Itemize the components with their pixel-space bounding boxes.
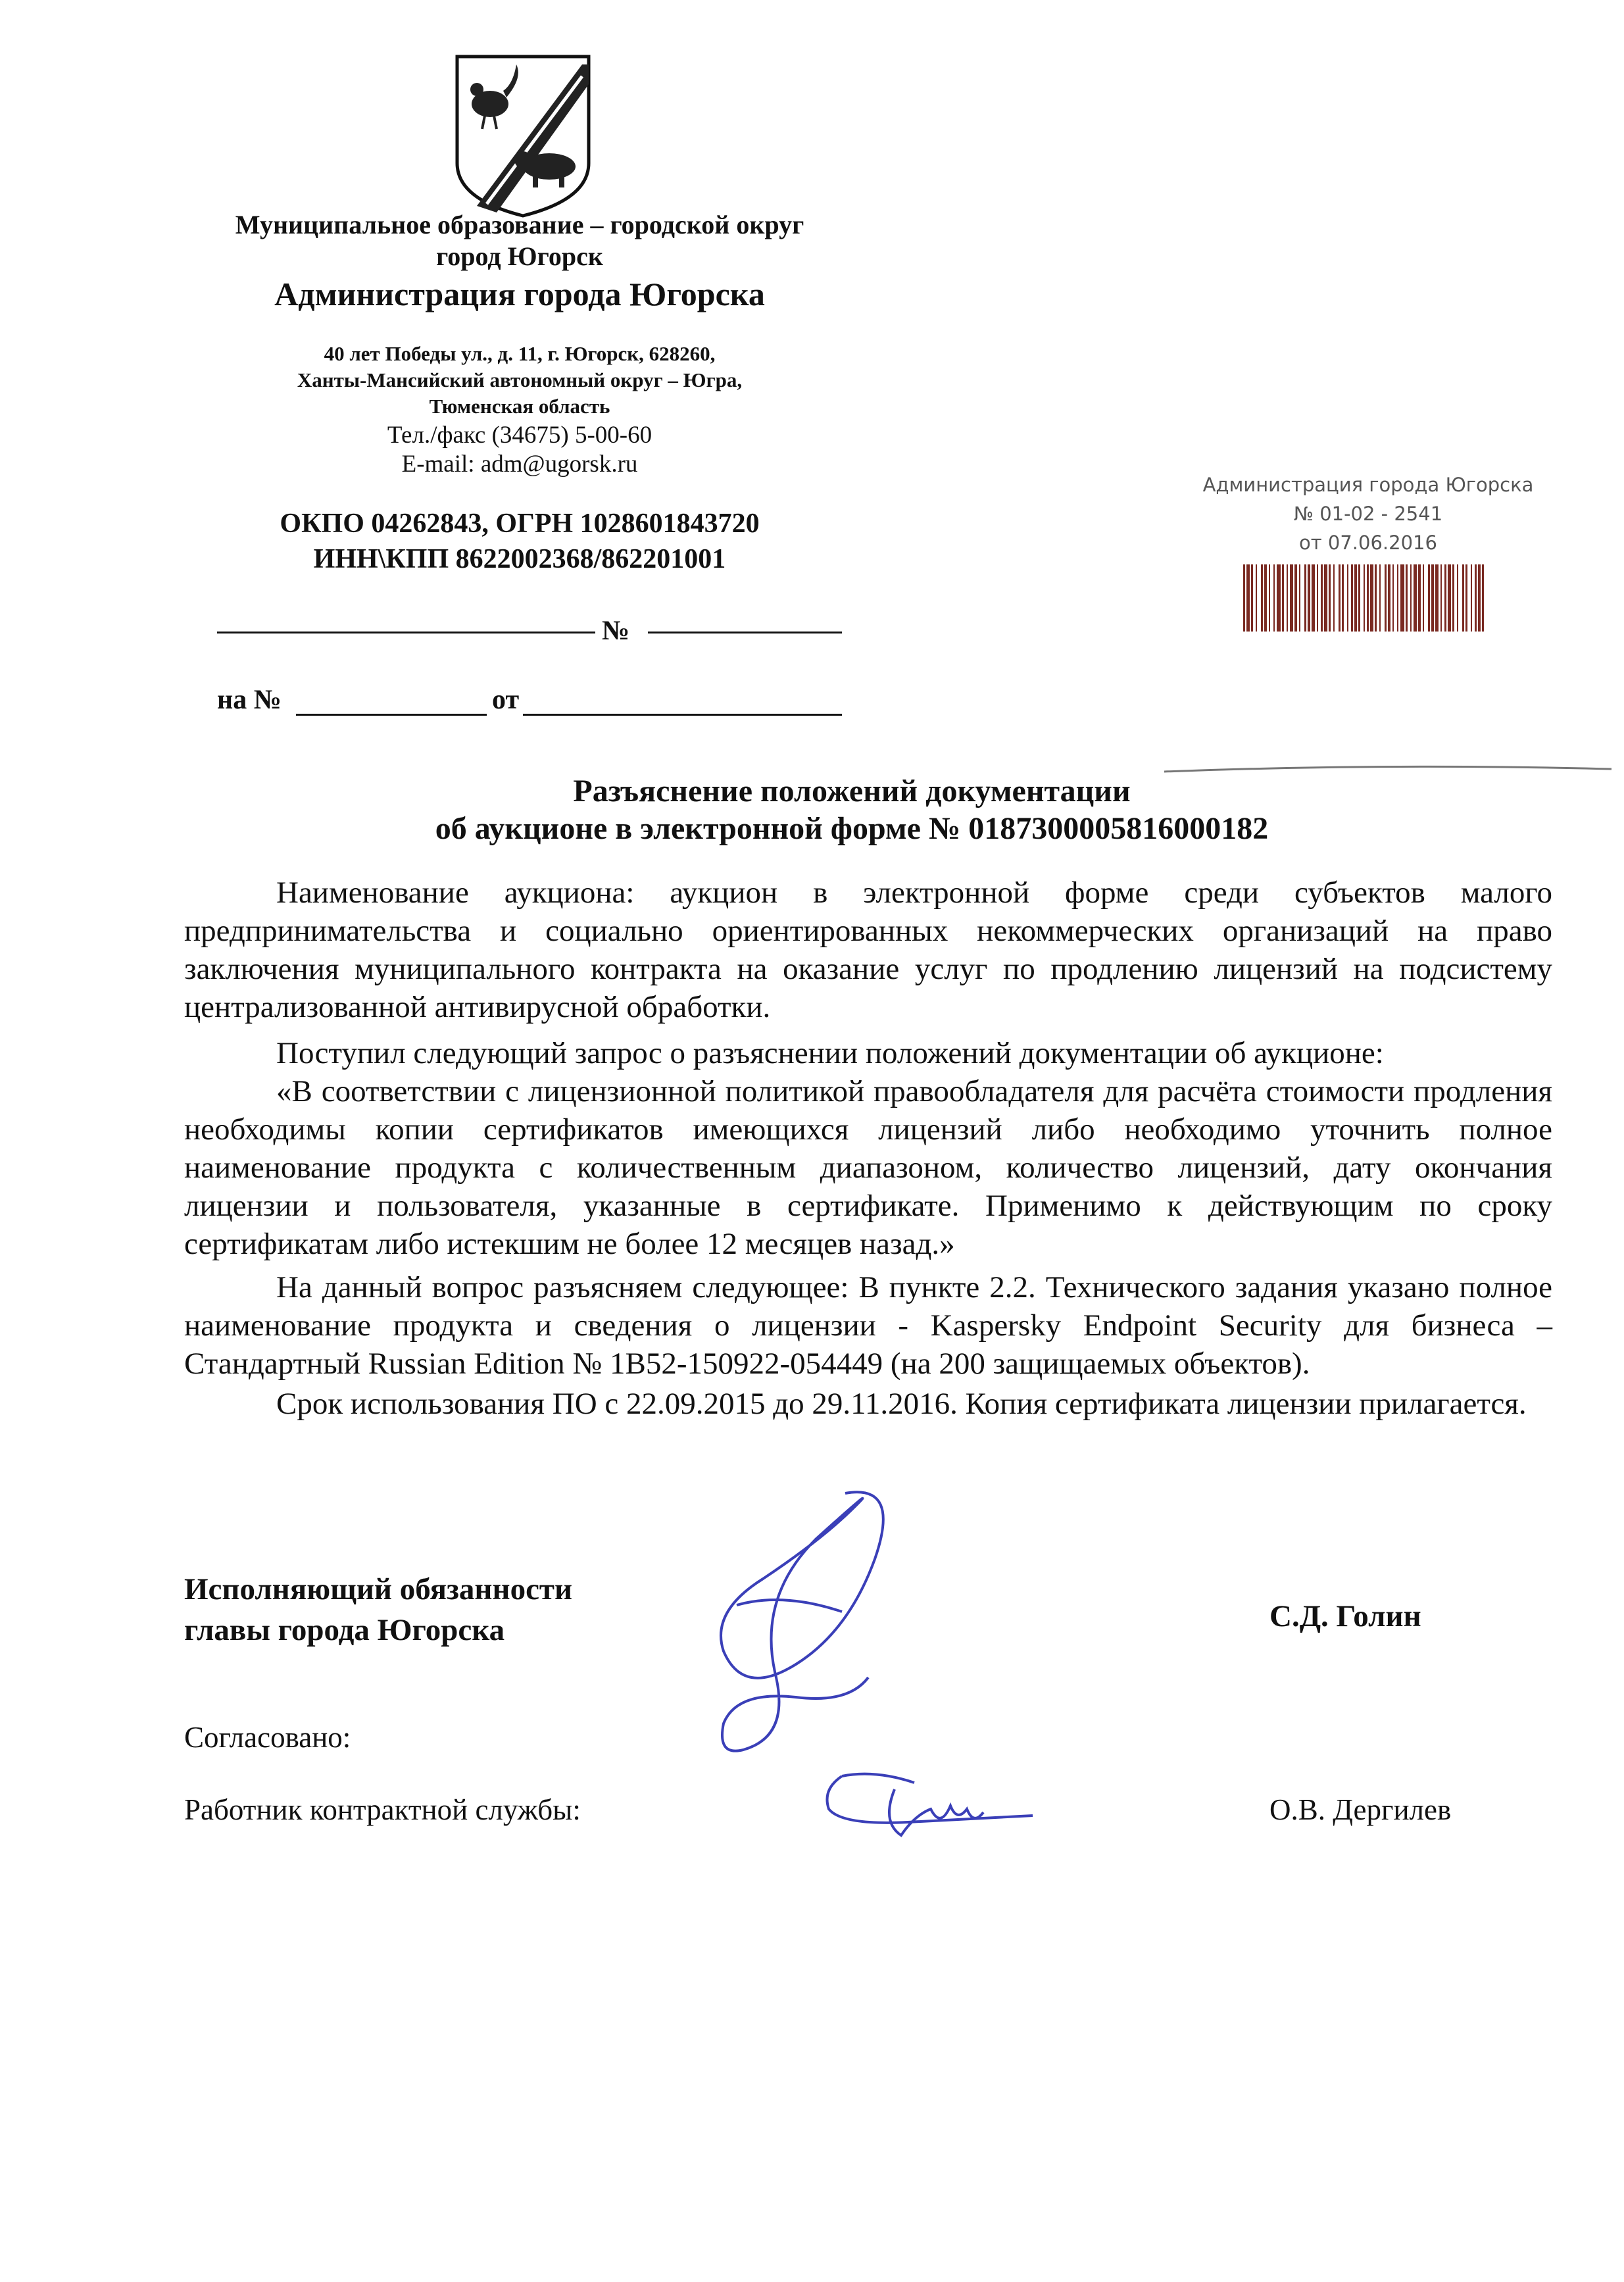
- email: E-mail: adm@ugorsk.ru: [401, 451, 638, 478]
- address-line3: Тюменская область: [429, 395, 610, 418]
- inn-kpp-codes: ИНН\КПП 8622002368/862201001: [313, 544, 726, 574]
- from-label: от: [492, 685, 520, 715]
- signatory-title-line2: главы города Югорска: [184, 1613, 505, 1647]
- registration-stamp: [1177, 474, 1559, 638]
- document-title-line2: об аукционе в электронной форме № 0187300005816000182: [435, 811, 1269, 846]
- coat-of-arms-emblem: [451, 51, 595, 219]
- auction-name-paragraph: Наименование аукциона: аукцион в электронной форме среди субъектов малого предпринимательства и социально ориентированных некоммерческих организаций на право заключения муниципального контракта на оказание услуг по продлению лицензий на подсистему централизованной антивирусной обработки.: [184, 876, 1552, 1024]
- org-name-line1: Муниципальное образование – городской округ: [235, 210, 804, 239]
- contract-service-worker-label: Работник контрактной службы:: [184, 1793, 581, 1826]
- worker-name: О.В. Дергилев: [1269, 1793, 1452, 1826]
- on-number-label: на №: [217, 685, 282, 715]
- signatory-name: С.Д. Голин: [1269, 1599, 1421, 1633]
- handwritten-signature-dergilev: [816, 1763, 1046, 1862]
- request-quote-paragraph: «В соответствии с лицензионной политикой правообладателя для расчёта стоимости продления необходимы копии сертификатов имеющихся лицензий либо необходимо уточнить полное наименование продукта с количественным диапазоном, количество лицензий, дату окончания лицензии и пользователя, указанные в сертификате. Применимо к действующим по сроку сертификатам либо истекшим не более 12 месяцев назад.»: [184, 1074, 1552, 1261]
- document-title-line1: Разъяснение положений документации: [573, 774, 1131, 808]
- outgoing-number-line: [648, 632, 842, 633]
- handwritten-signature-golin: [684, 1480, 960, 1756]
- agreed-label: Согласовано:: [184, 1721, 351, 1754]
- answer-paragraph: На данный вопрос разъясняем следующее: В пункте 2.2. Технического задания указано полное наименование продукта и сведения о лицензии - Kaspersky Endpoint Security для бизнеса – Стандартный Russian Edition № 1B52-150922-054449 (на 200 защищаемых объектов).: [184, 1270, 1552, 1381]
- org-name-line2: город Югорск: [436, 241, 603, 271]
- outgoing-date-line: [217, 632, 595, 633]
- admin-title: Администрация города Югорска: [274, 276, 765, 312]
- incoming-date-line: [523, 714, 842, 716]
- phone-fax: Тел./факс (34675) 5-00-60: [387, 422, 652, 449]
- incoming-number-line: [296, 714, 487, 716]
- request-intro-paragraph: Поступил следующий запрос о разъяснении положений документации об аукционе:: [276, 1036, 1384, 1070]
- stamp-number: № 01-02 - 2541: [1293, 503, 1443, 525]
- license-term-paragraph: Срок использования ПО с 22.09.2015 до 29.11.2016. Копия сертификата лицензии прилагается.: [276, 1387, 1527, 1421]
- okpo-ogrn-codes: ОКПО 04262843, ОГРН 1028601843720: [280, 508, 760, 539]
- barcode: [1243, 564, 1487, 632]
- stamp-date: от 07.06.2016: [1299, 532, 1437, 554]
- signatory-title-line1: Исполняющий обязанности: [184, 1572, 573, 1606]
- number-sign: №: [602, 616, 630, 646]
- address-line2: Ханты-Мансийский автономный округ – Югра,: [297, 368, 743, 391]
- stamp-org: Администрация города Югорска: [1202, 474, 1534, 496]
- address-line1: 40 лет Победы ул., д. 11, г. Югорск, 628260,: [324, 342, 716, 365]
